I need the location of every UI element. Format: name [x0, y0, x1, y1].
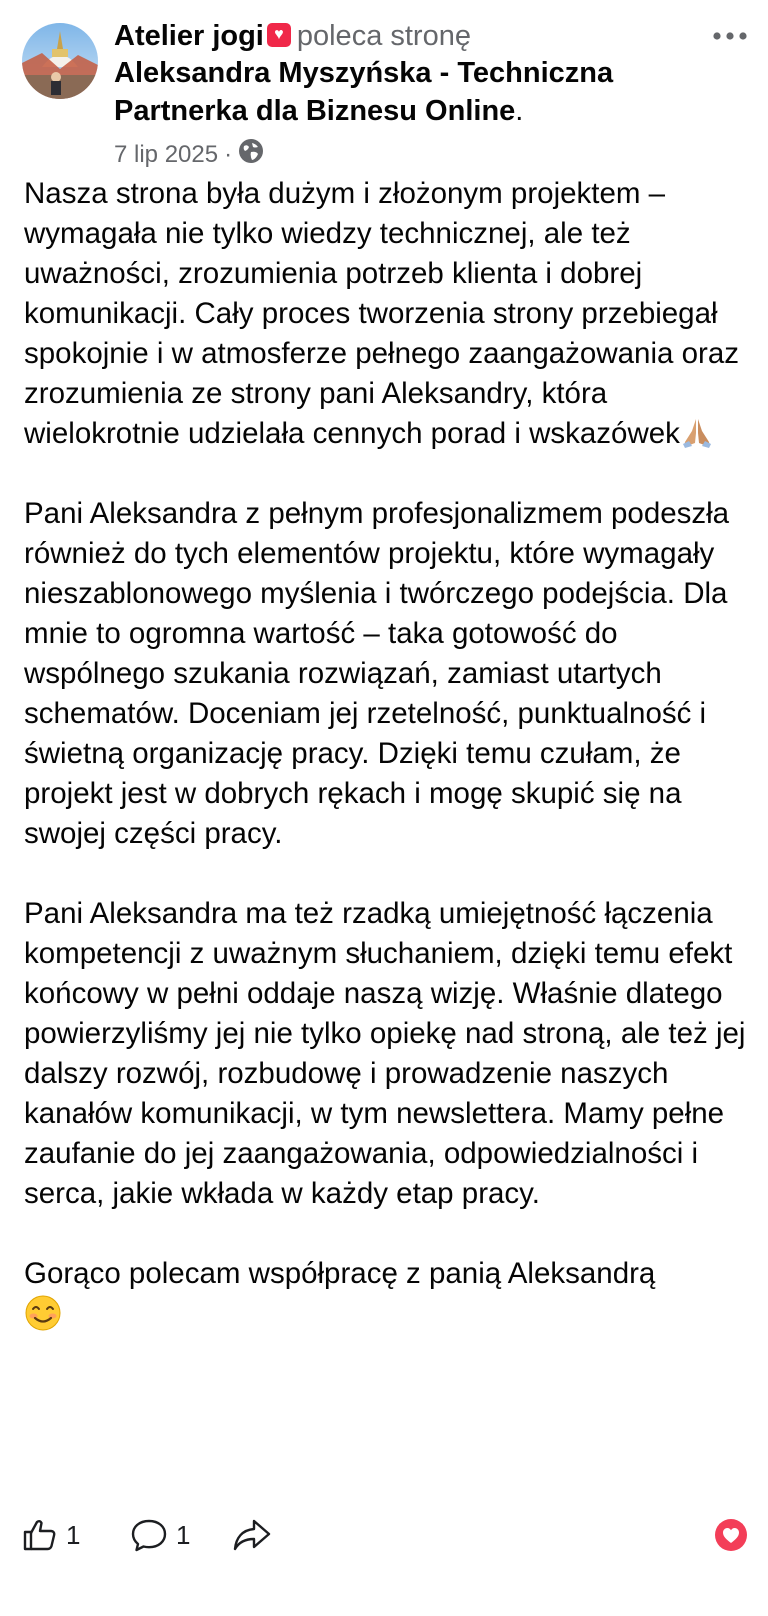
- page-name-suffix: .: [515, 95, 524, 127]
- recommends-label: poleca stronę: [296, 20, 471, 52]
- meta-separator: ·: [224, 141, 233, 168]
- heart-badge-icon: ♥: [267, 23, 291, 47]
- like-icon: [22, 1517, 58, 1553]
- comment-count: 1: [176, 1519, 191, 1550]
- like-count: 1: [66, 1519, 81, 1550]
- like-button[interactable]: [22, 1510, 80, 1560]
- folded-hands-emoji: [680, 415, 714, 449]
- post-header: [114, 18, 674, 172]
- more-options-icon[interactable]: [710, 24, 750, 48]
- comment-icon: [130, 1517, 168, 1553]
- post-date[interactable]: 7 lip 2025: [114, 141, 219, 168]
- comment-button[interactable]: [130, 1510, 190, 1560]
- post-body: [24, 174, 754, 1335]
- paragraph-3: Pani Aleksandra ma też rzadką umiejętność łączenia kompetencji z uważnym słuchaniem, dzięki temu efekt końcowy w pełni oddaje naszą wizję. Właśnie dlatego powierzyliśmy jej nie tylko opiekę nad stroną, ale też jej dalszy rozwój, rozbudowę i prowadzenie naszych kanałów komunikacji, w tym newslettera. Mamy pełne zaufanie do jej zaangażowania, odpowiedzialności i serca, jakie wkłada w każdy etap pracy.: [24, 897, 746, 1210]
- paragraph-1: Nasza strona była dużym i złożonym projektem – wymagała nie tylko wiedzy technicznej, ale też uważności, zrozumienia potrzeb klienta i dobrej komunikacji. Cały proces tworzenia strony przebiegał spokojnie i w atmosferze pełnego zaangażowania oraz zrozumienia ze strony pani Aleksandry, która wielokrotnie udzielała cennych porad i wskazówek: [24, 177, 739, 450]
- share-icon: [232, 1517, 272, 1553]
- globe-icon[interactable]: [238, 138, 264, 172]
- smiling-face-emoji: [24, 1294, 62, 1332]
- love-reaction-icon[interactable]: [714, 1518, 748, 1552]
- post-actions: [22, 1510, 752, 1560]
- author-name[interactable]: Atelier jogi: [114, 20, 264, 52]
- recommended-page-name[interactable]: Aleksandra Myszyńska - Techniczna Partnerka dla Biznesu Online: [114, 57, 614, 127]
- share-button[interactable]: [232, 1510, 272, 1560]
- paragraph-2: Pani Aleksandra z pełnym profesjonalizmem podeszła również do tych elementów projektu, które wymagały nieszablonowego myślenia i twórczego podejścia. Dla mnie to ogromna wartość – taka gotowość do wspólnego szukania rozwiązań, zamiast utartych schematów. Doceniam jej rzetelność, punktualność i świetną organizację pracy. Dzięki temu czułam, że projekt jest w dobrych rękach i mogę skupić się na swojej części pracy.: [24, 497, 730, 850]
- page-avatar[interactable]: [22, 23, 98, 99]
- paragraph-4: Gorąco polecam współpracę z panią Aleksandrą: [24, 1254, 754, 1335]
